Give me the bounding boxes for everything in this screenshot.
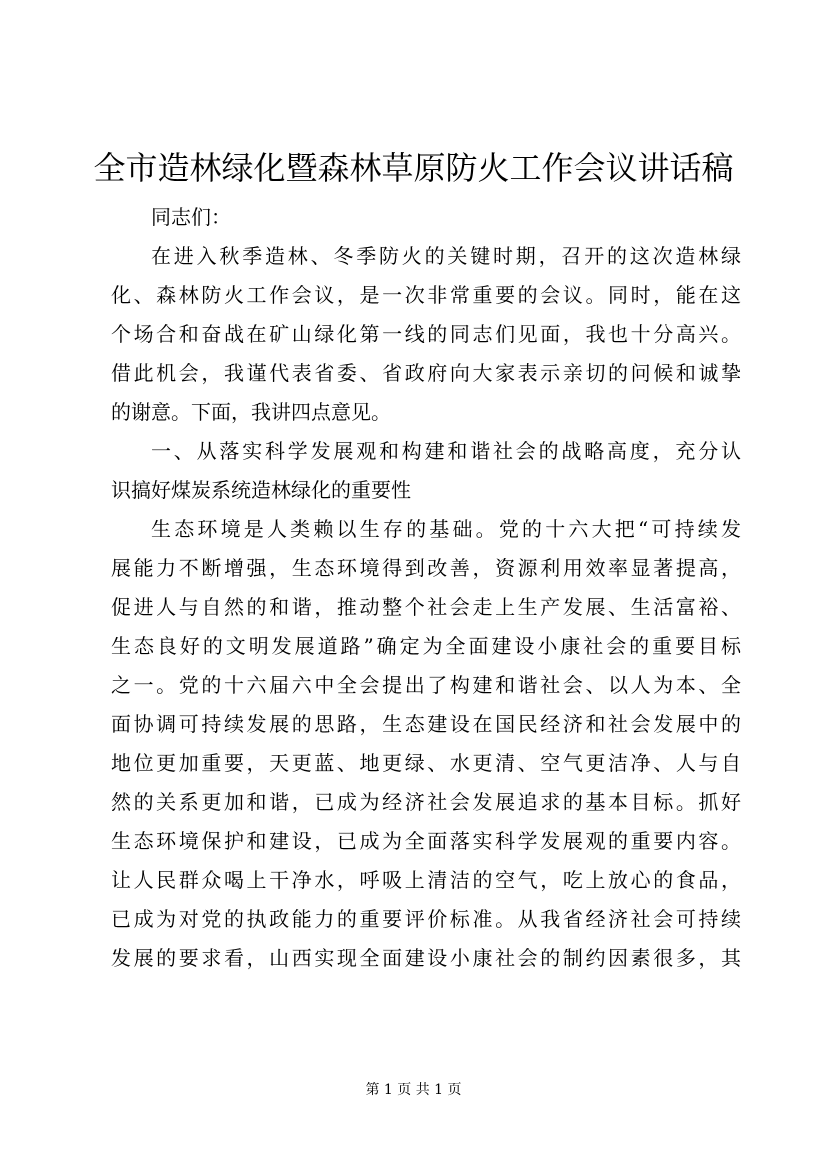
page-footer: 第 1 页 共 1 页 (365, 1082, 462, 1098)
paragraph-line: 展能力不断增强，生态环境得到改善，资源利用效率显著提高， (111, 556, 741, 580)
paragraph-line: 生态环境是人类赖以生存的基础。党的十六大把“可持续发 (151, 517, 741, 541)
document-body (111, 198, 741, 978)
paragraph-line: 发展的要求看，山西实现全面建设小康社会的制约因素很多，其 (111, 946, 741, 970)
paragraph-line: 生态环境保护和建设，已成为全面落实科学发展观的重要内容。 (111, 829, 741, 853)
paragraph-line: 已成为对党的执政能力的重要评价标准。从我省经济社会可持续 (111, 907, 741, 931)
paragraph-line: 在进入秋季造林、冬季防火的关键时期，召开的这次造林绿 (151, 244, 741, 268)
paragraph-line: 生态良好的文明发展道路”确定为全面建设小康社会的重要目标 (111, 634, 741, 658)
paragraph-line: 面协调可持续发展的思路，生态建设在国民经济和社会发展中的 (111, 712, 741, 736)
paragraph-line: 让人民群众喝上干净水，呼吸上清洁的空气，吃上放心的食品， (111, 868, 741, 892)
salutation-line: 同志们： (151, 205, 231, 229)
paragraph-line: 个场合和奋战在矿山绿化第一线的同志们见面，我也十分高兴。 (111, 322, 741, 346)
paragraph-line: 然的关系更加和谐，已成为经济社会发展追求的基本目标。抓好 (111, 790, 741, 814)
paragraph-line: 之一。党的十六届六中全会提出了构建和谐社会、以人为本、全 (111, 673, 741, 697)
document-title: 全市造林绿化暨森林草原防火工作会议讲话稿 (93, 149, 734, 187)
paragraph-line: 促进人与自然的和谐，推动整个社会走上生产发展、生活富裕、 (111, 595, 741, 619)
paragraph-line: 化、森林防火工作会议，是一次非常重要的会议。同时，能在这 (111, 283, 741, 307)
paragraph-line: 的谢意。下面，我讲四点意见。 (111, 400, 391, 424)
paragraph-line: 借此机会，我谨代表省委、省政府向大家表示亲切的问候和诚挚 (111, 361, 741, 385)
section-heading-line: 一、从落实科学发展观和构建和谐社会的战略高度，充分认 (151, 439, 741, 463)
paragraph-line: 地位更加重要，天更蓝、地更绿、水更清、空气更洁净、人与自 (111, 751, 741, 775)
section-heading-line: 识搞好煤炭系统造林绿化的重要性 (111, 478, 411, 502)
